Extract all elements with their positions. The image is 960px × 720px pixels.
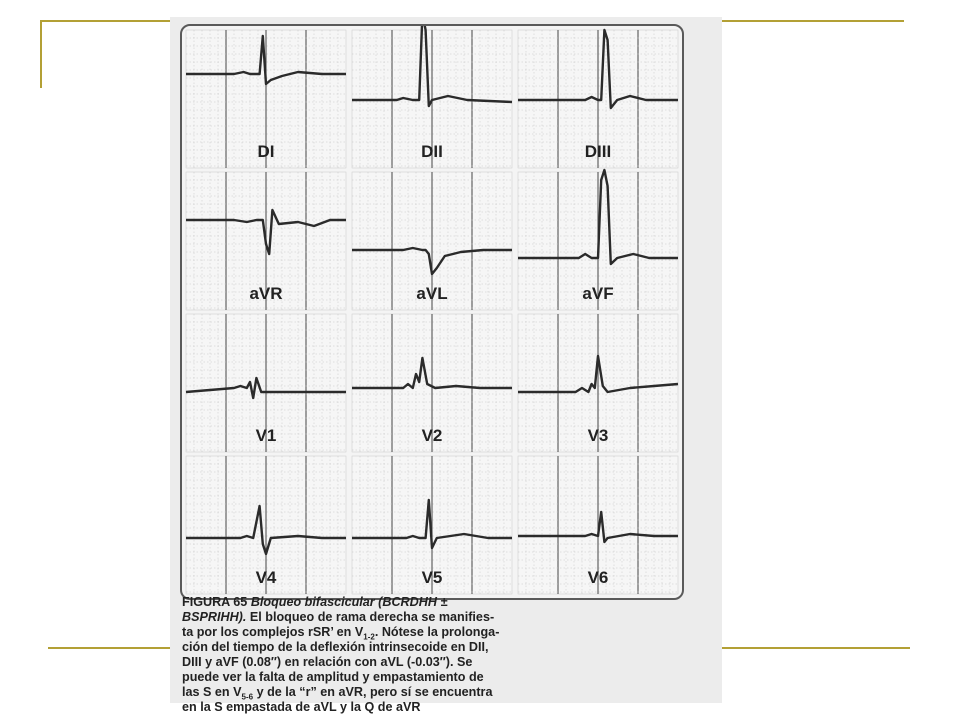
lead-label-diii: DIII (584, 142, 612, 161)
decor-line-bottom-right (722, 647, 910, 649)
caption-subscript: 5-6 (241, 692, 254, 702)
lead-label-avl: aVL (416, 284, 448, 303)
caption-line-5: DIII y aVF (0.08″) en relación con aVL (-0.03″). Se (182, 655, 473, 669)
caption-text: las S en V (182, 685, 242, 699)
decor-line-top-right (722, 20, 904, 22)
lead-label-v3: V3 (587, 426, 609, 445)
lead-label-avr: aVR (249, 284, 283, 303)
lead-label-v6: V6 (587, 568, 609, 587)
caption-line-8: en la S empastada de aVL y la Q de aVR (182, 700, 421, 714)
figure-title: Bloqueo bifascicular (BCRDHH ± (250, 595, 448, 609)
caption-text: . Nótese la prolonga- (374, 625, 500, 639)
caption-text: El bloqueo de rama derecha se manifies- (249, 610, 495, 624)
figure-caption (182, 595, 702, 715)
caption-line-7 (182, 685, 702, 700)
caption-text: y de la “r” en aVR, pero sí se encuentra (253, 685, 493, 699)
caption-line-6: puede ver la falta de amplitud y empastamiento de (182, 670, 484, 684)
decor-line-left-vertical (40, 20, 42, 88)
lead-label-v1: V1 (255, 426, 277, 445)
lead-label-v5: V5 (421, 568, 443, 587)
caption-line-3 (182, 625, 702, 640)
figure-number: FIGURA 65 (182, 595, 248, 609)
lead-label-v2: V2 (421, 426, 443, 445)
scanned-figure-image (170, 17, 722, 714)
caption-line-2 (182, 610, 702, 625)
ecg-tracings (182, 26, 682, 598)
caption-text: ta por los complejos rSR’ en V (182, 625, 364, 639)
decor-line-top-left (40, 20, 170, 22)
caption-line-1 (182, 595, 702, 610)
ecg-figure-frame (180, 24, 684, 600)
lead-label-di: DI (257, 142, 275, 161)
lead-label-dii: DII (421, 142, 443, 161)
caption-line-4: ción del tiempo de la deflexión intrinsecoide en DII, (182, 640, 489, 654)
caption-subscript: 1-2 (363, 632, 375, 642)
lead-label-avf: aVF (582, 284, 614, 303)
lead-label-v4: V4 (255, 568, 277, 587)
figure-title-cont: BSPRIHH). (182, 610, 247, 624)
decor-line-bottom-left (48, 647, 172, 649)
